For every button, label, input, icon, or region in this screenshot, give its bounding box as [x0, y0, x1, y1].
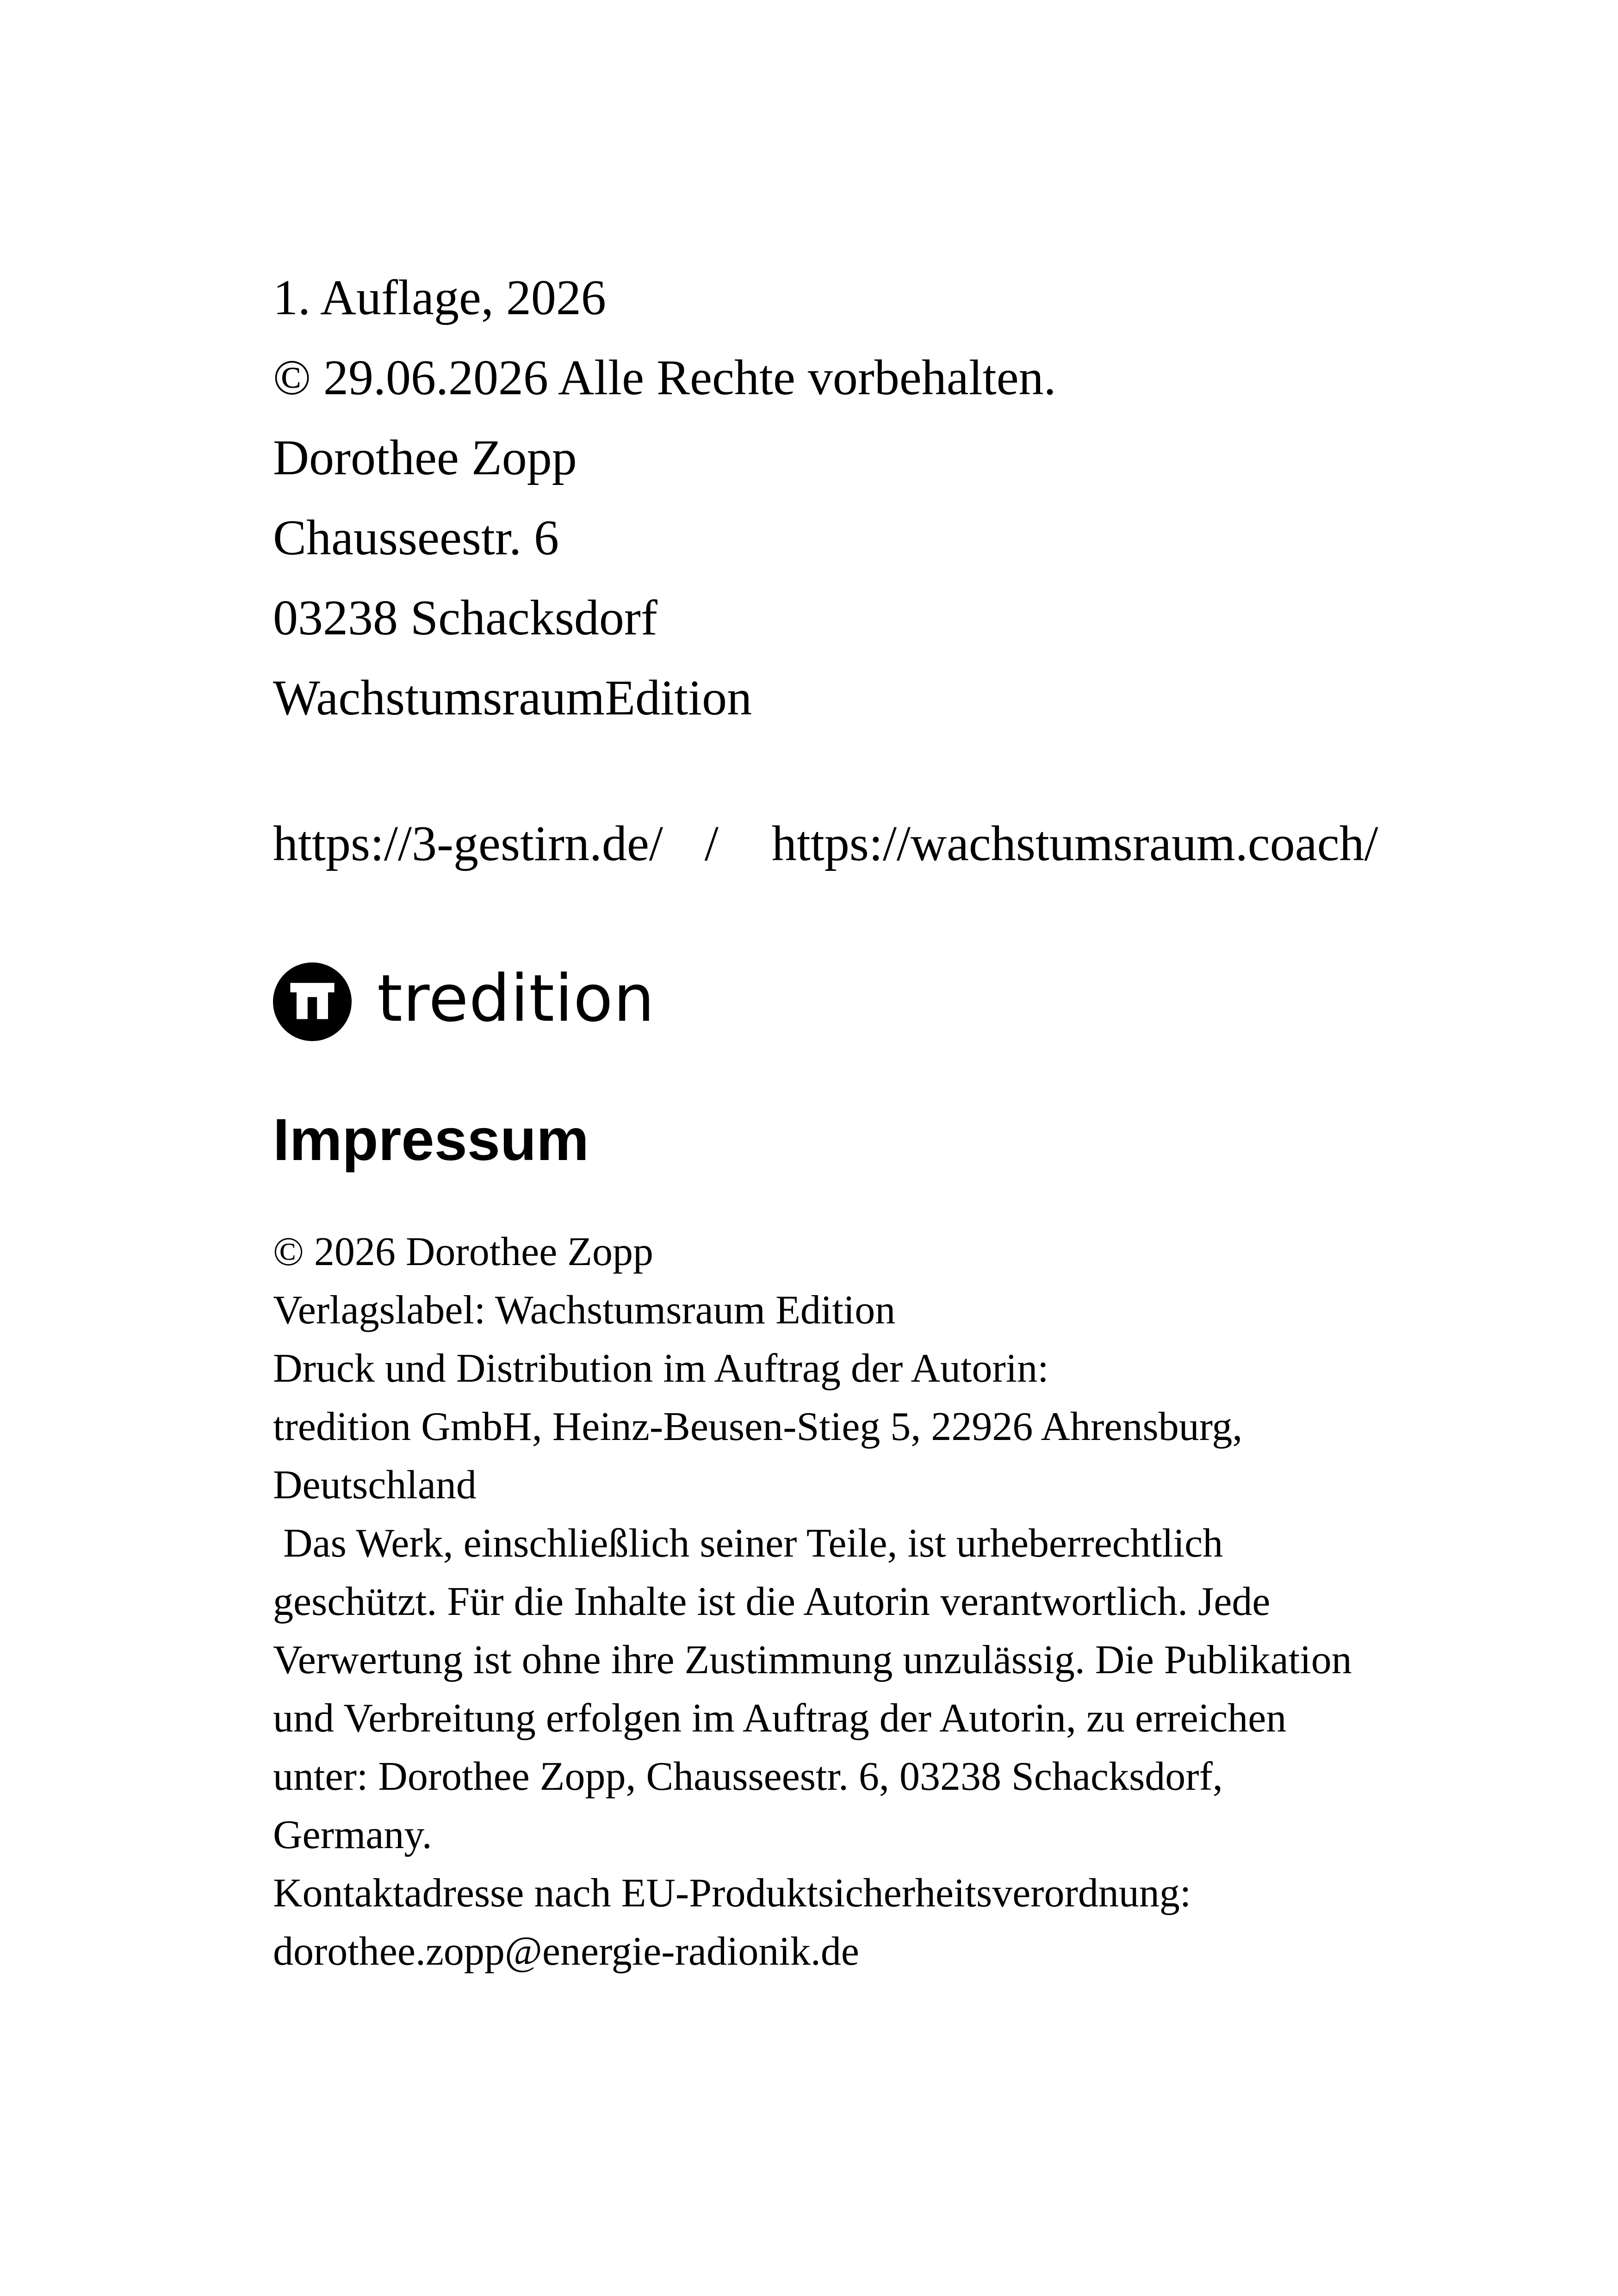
tredition-wordmark: tredition [377, 961, 655, 1036]
edition-line: 1. Auflage, 2026 [273, 270, 606, 325]
impressum-line: Das Werk, einschließlich seiner Teile, ist urheberrechtlich [273, 1521, 1223, 1566]
impressum-line: Verlagslabel: Wachstumsraum Edition [273, 1288, 896, 1333]
impressum-line: Druck und Distribution im Auftrag der Autorin: [273, 1346, 1049, 1391]
impressum-line: unter: Dorothee Zopp, Chausseestr. 6, 03238 Schacksdorf, [273, 1754, 1223, 1799]
website-link-1[interactable]: https://3-gestirn.de/ [273, 816, 663, 871]
impressum-line: © 2026 Dorothee Zopp [273, 1229, 654, 1274]
website-link-2[interactable]: https://wachstumsraum.coach/ [771, 816, 1378, 871]
impressum-title: Impressum [273, 1107, 589, 1173]
impressum-line: und Verbreitung erfolgen im Auftrag der Autorin, zu erreichen [273, 1696, 1287, 1741]
author-name: Dorothee Zopp [273, 430, 577, 485]
street-address: Chausseestr. 6 [273, 510, 559, 565]
url-separator: / [704, 816, 719, 871]
city-address: 03238 Schacksdorf [273, 590, 657, 645]
impressum-line: Verwertung ist ohne ihre Zustimmung unzulässig. Die Publikation [273, 1638, 1352, 1682]
publisher-logo [273, 962, 655, 1041]
tredition-logo-icon [273, 962, 352, 1041]
impressum-line: geschützt. Für die Inhalte ist die Autorin verantwortlich. Jede [273, 1579, 1271, 1624]
copyright-line: © 29.06.2026 Alle Rechte vorbehalten. [273, 350, 1056, 405]
impressum-line: Deutschland [273, 1463, 477, 1508]
edition-label: WachstumsraumEdition [273, 670, 752, 726]
impressum-line: Kontaktadresse nach EU-Produktsicherheitsverordnung: [273, 1871, 1191, 1916]
impressum-line: tredition GmbH, Heinz-Beusen-Stieg 5, 22926 Ahrensburg, [273, 1404, 1243, 1449]
impressum-line: Germany. [273, 1812, 432, 1857]
url-line [273, 816, 1378, 871]
contact-email[interactable]: dorothee.zopp@energie-radionik.de [273, 1929, 859, 1974]
